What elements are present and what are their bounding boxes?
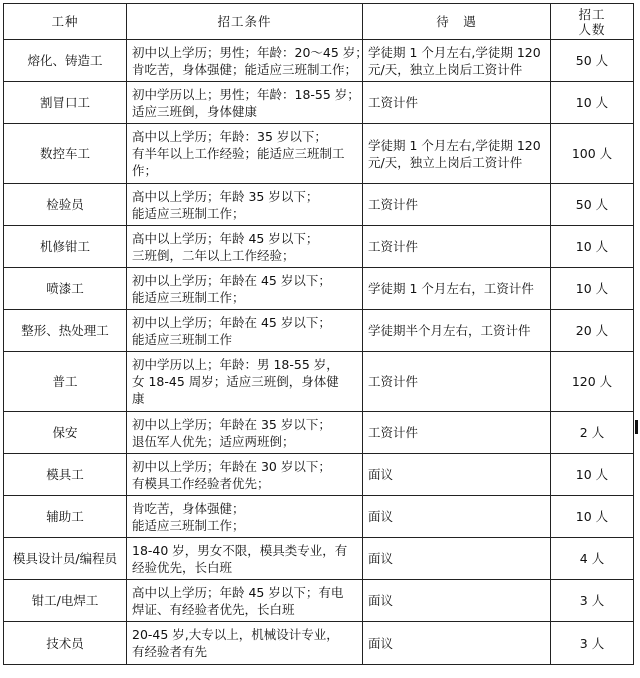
conditions-line: 焊证、有经验者优先，长白班 [132,601,295,617]
cell-headcount: 120 人 [551,352,634,412]
cell-headcount: 3 人 [551,580,634,622]
cell-benefits [363,82,551,124]
cell-conditions [127,538,363,580]
benefits-line: 元/天，独立上岗后工资计件 [368,61,523,77]
conditions-line: 初中以上学历；年龄在 45 岁以下； [132,272,331,288]
cell-job-type: 辅助工 [4,496,127,538]
cell-benefits [363,226,551,268]
conditions-line: 高中以上学历；年龄 45 岁以下；有电 [132,584,344,600]
table-row [4,268,634,310]
cell-job-type: 割冒口工 [4,82,127,124]
table-row [4,580,634,622]
recruitment-table [3,3,634,665]
conditions-line: 能适应三班制工作； [132,517,245,533]
table-row [4,40,634,82]
cell-job-type: 模具工 [4,454,127,496]
header-count-line1: 招工 [578,6,606,22]
cell-job-type: 钳工/电焊工 [4,580,127,622]
header-conditions: 招工条件 [127,4,363,40]
benefits-line: 面议 [368,509,394,524]
cell-job-type: 检验员 [4,184,127,226]
cell-benefits [363,268,551,310]
benefits-line: 工资计件 [368,95,419,110]
benefits-line: 工资计件 [368,425,419,440]
cell-headcount: 10 人 [551,226,634,268]
cell-job-type: 保安 [4,412,127,454]
benefits-line: 学徒期 1 个月左右,学徒期 120 [368,44,541,60]
cell-benefits [363,454,551,496]
cell-job-type: 整形、热处理工 [4,310,127,352]
conditions-line: 初中以上学历；年龄在 35 岁以下； [132,416,331,432]
cell-job-type: 熔化、铸造工 [4,40,127,82]
table-row [4,538,634,580]
cell-conditions [127,622,363,665]
cell-benefits [363,310,551,352]
cell-headcount: 20 人 [551,310,634,352]
cell-conditions [127,352,363,412]
conditions-line: 有半年以上工作经验；能适应三班制工 [132,146,345,161]
cell-job-type: 喷漆工 [4,268,127,310]
conditions-line: 初中学历以上；男性；年龄：18-55 岁； [132,86,360,102]
cell-benefits [363,496,551,538]
benefits-line: 面议 [368,467,394,482]
cell-job-type: 普工 [4,352,127,412]
header-benefits: 待 遇 [363,4,551,40]
table-row [4,352,634,412]
conditions-line: 适应三班倒，身体健康 [132,103,258,119]
header-row [4,4,634,40]
conditions-line: 能适应三班制工作； [132,289,245,305]
table-row [4,412,634,454]
cell-conditions [127,454,363,496]
cell-headcount: 50 人 [551,40,634,82]
conditions-line: 退伍军人优先；适应两班倒； [132,433,295,449]
benefits-line: 学徒期 1 个月左右，工资计件 [368,281,534,296]
table-row [4,184,634,226]
conditions-line: 20-45 岁,大专以上，机械设计专业， [132,627,339,642]
cell-headcount: 50 人 [551,184,634,226]
conditions-line: 高中以上学历；年龄 35 岁以下； [132,188,319,204]
conditions-line: 初中学历以上；年龄：男 18-55 岁， [132,357,339,372]
cell-conditions [127,580,363,622]
cell-conditions [127,268,363,310]
conditions-line: 康 [132,391,145,406]
cell-benefits [363,184,551,226]
cell-benefits [363,124,551,184]
cell-headcount: 10 人 [551,82,634,124]
benefits-line: 工资计件 [368,374,419,389]
conditions-line: 作； [132,163,158,178]
conditions-line: 高中以上学历；年龄：35 岁以下； [132,129,327,144]
conditions-line: 肯吃苦，身体强健；能适应三班制工作； [132,61,358,77]
conditions-line: 肯吃苦，身体强健； [132,500,245,516]
conditions-line: 高中以上学历；年龄 45 岁以下； [132,230,319,246]
conditions-line: 女 18-45 周岁；适应三班倒，身体健 [132,374,339,389]
table-row [4,496,634,538]
benefits-line: 面议 [368,551,394,566]
cell-headcount: 10 人 [551,454,634,496]
benefits-line: 面议 [368,635,394,651]
conditions-line: 有模具工作经验者优先； [132,475,270,491]
cell-conditions [127,226,363,268]
cell-headcount: 10 人 [551,268,634,310]
cell-benefits [363,412,551,454]
cell-conditions [127,184,363,226]
cell-job-type: 模具设计员/编程员 [4,538,127,580]
cell-benefits [363,622,551,665]
cell-headcount: 3 人 [551,622,634,665]
benefits-line: 元/天，独立上岗后工资计件 [368,154,523,170]
table-row [4,310,634,352]
table-body [4,40,634,665]
cell-conditions [127,82,363,124]
conditions-line: 能适应三班制工作； [132,205,245,221]
cell-job-type: 机修钳工 [4,226,127,268]
conditions-line: 有经验者有先 [132,644,208,659]
table-row [4,124,634,184]
table-row [4,82,634,124]
cell-benefits [363,580,551,622]
cell-conditions [127,40,368,82]
cell-benefits [363,538,551,580]
conditions-line: 初中以上学历；年龄在 45 岁以下； [132,314,331,330]
table-row [4,454,634,496]
cell-conditions [127,412,363,454]
benefits-line: 学徒期 1 个月左右,学徒期 120 [368,137,541,153]
conditions-line: 初中以上学历；年龄在 30 岁以下； [132,458,331,474]
cell-benefits [363,40,551,82]
table-row [4,622,634,665]
cell-headcount: 100 人 [551,124,634,184]
conditions-line: 能适应三班制工作 [132,331,233,347]
benefits-line: 工资计件 [368,239,419,254]
cell-headcount: 4 人 [551,538,634,580]
conditions-line: 三班倒，二年以上工作经验； [132,247,295,263]
conditions-line: 初中以上学历；男性；年龄：20～45 岁； [132,44,368,60]
benefits-line: 工资计件 [368,197,419,212]
cell-conditions [127,310,363,352]
edge-mark [635,420,638,434]
conditions-line: 18-40 岁，男女不限，模具类专业，有 [132,542,348,558]
cell-headcount: 2 人 [551,412,634,454]
table-row [4,226,634,268]
cell-job-type: 数控车工 [4,124,127,184]
conditions-line: 经验优先，长白班 [132,559,233,575]
cell-benefits [363,352,551,412]
cell-headcount: 10 人 [551,496,634,538]
header-count-line2: 人数 [578,21,606,37]
header-count [551,4,634,40]
header-type: 工种 [4,4,127,40]
benefits-line: 学徒期半个月左右，工资计件 [368,323,531,338]
cell-conditions [127,496,363,538]
benefits-line: 面议 [368,593,394,608]
cell-job-type: 技术员 [4,622,127,665]
cell-conditions [127,124,363,184]
